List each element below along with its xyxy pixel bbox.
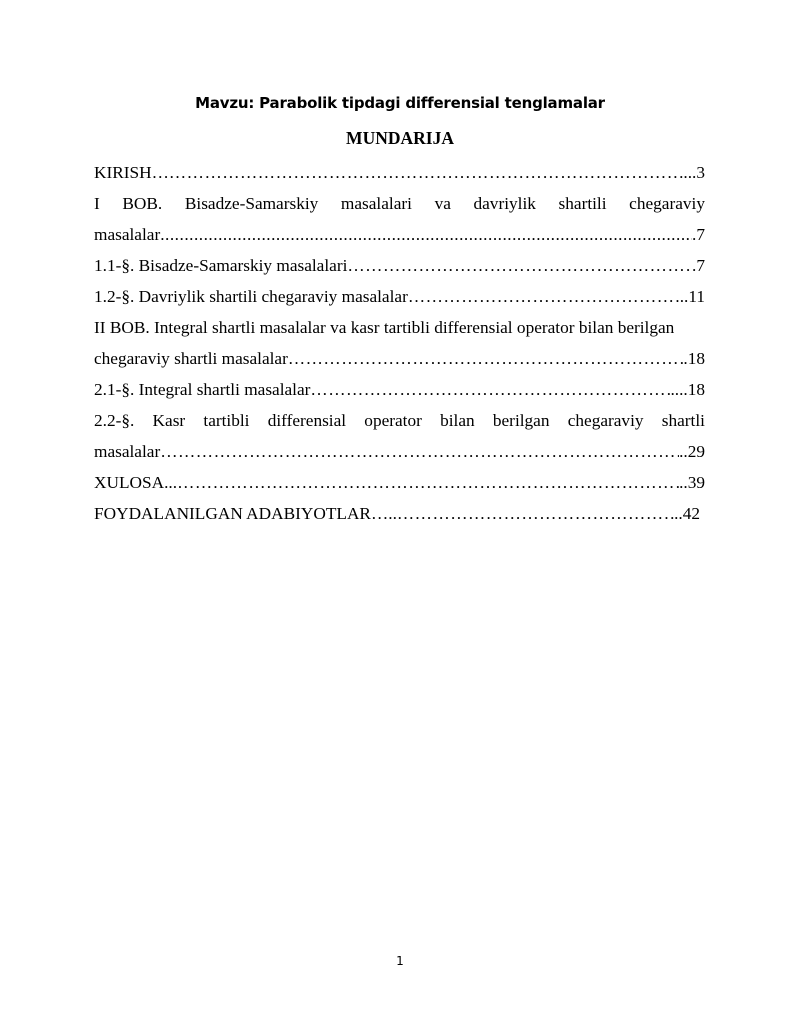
toc-entry-page: ..39 <box>679 473 705 492</box>
toc-entry-title: 1.2-§. Davriylik shartili chegaraviy masalalar <box>94 287 408 306</box>
toc-entry-section-2-2-line1[interactable] <box>94 405 705 436</box>
toc-entry-chapter-2-line2[interactable] <box>94 343 705 374</box>
toc-entry-title: 1.1-§. Bisadze-Samarskiy masalalari <box>94 256 348 275</box>
toc-entry-section-1-1[interactable] <box>94 250 705 281</box>
toc-entry-kirish[interactable] <box>94 157 705 188</box>
toc-word: tartibli <box>203 411 250 430</box>
toc-leader-dots <box>310 374 670 405</box>
toc-entry-title: chegaraviy shartli masalalar <box>94 349 288 368</box>
toc-word: masalalari <box>340 194 412 213</box>
toc-word: I <box>94 194 100 213</box>
table-of-contents <box>94 157 705 529</box>
toc-word: 2.2-§. <box>94 411 135 430</box>
toc-leader-dots <box>288 343 684 374</box>
toc-entry-title: II BOB. Integral shartli masalalar va kasr tartibli differensial operator bilan berilgan <box>94 318 675 337</box>
toc-entry-chapter-2-line1[interactable] <box>94 312 705 343</box>
toc-word: bilan <box>440 411 475 430</box>
toc-leader-dots <box>169 157 679 188</box>
toc-entry-title: 2.1-§. Integral shartli masalalar <box>94 380 311 399</box>
toc-leader-dots <box>160 219 692 250</box>
topic-title: Mavzu: Parabolik tipdagi differensial tenglamalar <box>195 94 605 112</box>
toc-entry-section-2-2-line2[interactable] <box>94 436 705 467</box>
toc-entry-page: ....3 <box>679 163 705 182</box>
toc-leader-dots <box>397 498 674 529</box>
toc-entry-page: ..11 <box>679 287 705 306</box>
toc-entry-page: ..42 <box>674 504 700 523</box>
toc-entry-page: ..29 <box>679 442 705 461</box>
toc-entry-section-2-1[interactable] <box>94 374 705 405</box>
toc-word: operator <box>364 411 422 430</box>
toc-word: differensial <box>267 411 347 430</box>
toc-entry-section-1-2[interactable] <box>94 281 705 312</box>
toc-entry-references[interactable] <box>94 498 700 529</box>
toc-entry-chapter-1-line2[interactable] <box>94 219 705 250</box>
toc-word: va <box>434 194 451 213</box>
toc-entry-title: XULOSA... <box>94 473 178 492</box>
toc-entry-chapter-1-line1[interactable] <box>94 188 705 219</box>
toc-entry-title: FOYDALANILGAN ADABIYOTLAR….. <box>94 504 397 523</box>
toc-entry-title: masalalar <box>94 442 161 461</box>
toc-word: chegaraviy <box>567 411 644 430</box>
toc-heading: MUNDARIJA <box>346 128 454 148</box>
toc-word: BOB. <box>122 194 163 213</box>
toc-word: Bisadze-Samarskiy <box>184 194 319 213</box>
toc-entry-title: KIRISH… <box>94 163 169 182</box>
toc-leader-dots <box>177 467 679 498</box>
toc-word: shartli <box>661 411 705 430</box>
toc-word: chegaraviy <box>629 194 705 213</box>
toc-word: berilgan <box>492 411 550 430</box>
toc-word: shartili <box>558 194 607 213</box>
toc-leader-dots <box>347 250 692 281</box>
toc-word: davriylik <box>473 194 536 213</box>
toc-entry-page: .7 <box>692 225 705 244</box>
toc-entry-page: .7 <box>692 256 705 275</box>
toc-entry-title: masalalar <box>94 225 161 244</box>
page-number: 1 <box>396 954 404 968</box>
toc-entry-page: .18 <box>683 349 705 368</box>
toc-leader-dots <box>160 436 679 467</box>
toc-word: Kasr <box>152 411 186 430</box>
toc-entry-xulosa[interactable] <box>94 467 705 498</box>
toc-entry-page: ....18 <box>670 380 705 399</box>
toc-leader-dots <box>408 281 680 312</box>
